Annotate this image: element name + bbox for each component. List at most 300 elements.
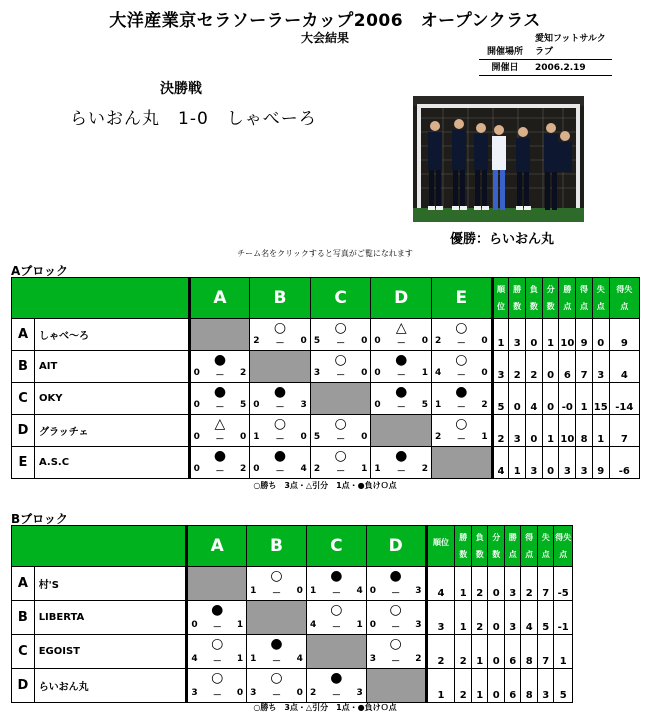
stat-cell: 2 xyxy=(471,567,488,601)
score-for: 0 xyxy=(369,586,377,596)
stat-cell: 1 xyxy=(471,669,488,703)
stat-cell: 2 xyxy=(492,415,509,447)
row-label: E xyxy=(12,447,35,479)
row-label: D xyxy=(12,415,35,447)
result-cell xyxy=(189,415,250,447)
diagonal-cell xyxy=(366,669,426,703)
result-symbol: ● xyxy=(455,384,468,400)
score-for: 0 xyxy=(193,368,200,378)
date-value: 2006.2.19 xyxy=(535,63,586,73)
score-against: 2 xyxy=(239,368,247,378)
result-symbol: ○ xyxy=(455,320,468,336)
score-against: 1 xyxy=(361,464,368,474)
stat-cell: 0 xyxy=(542,383,559,415)
result-cell xyxy=(306,601,366,635)
score xyxy=(435,368,488,381)
result-symbol: ○ xyxy=(330,602,343,618)
score-dash: － xyxy=(212,657,222,667)
score-for: 0 xyxy=(191,620,198,630)
score xyxy=(374,336,428,349)
result-symbol: △ xyxy=(214,416,226,432)
score-dash: － xyxy=(391,657,401,667)
score xyxy=(370,620,422,633)
score-dash: － xyxy=(336,435,346,445)
stat-header xyxy=(504,526,521,567)
diagonal-cell xyxy=(432,447,493,479)
score xyxy=(374,368,428,381)
stat-cell: 7 xyxy=(537,635,554,669)
score-dash: － xyxy=(456,339,466,349)
col-header-c: C xyxy=(310,278,371,319)
block-a-label: Aブロック xyxy=(11,264,69,278)
score-dash: － xyxy=(331,589,341,599)
stat-cell: 1 xyxy=(576,383,593,415)
stat-cell: 0 xyxy=(542,351,559,383)
team-photo xyxy=(413,96,584,222)
result-cell xyxy=(189,447,250,479)
stat-header-bottom: 数 xyxy=(513,302,522,311)
result-cell xyxy=(432,319,493,351)
date-label: 開催日 xyxy=(491,63,519,73)
score xyxy=(191,688,243,701)
score-for: 3 xyxy=(191,688,198,698)
score xyxy=(370,586,422,599)
team-row xyxy=(12,669,573,703)
score xyxy=(191,620,243,633)
stat-cell: 10 xyxy=(559,319,576,351)
score-against: 4 xyxy=(300,464,307,474)
score-for: 0 xyxy=(374,368,381,378)
score-for: 0 xyxy=(253,400,260,410)
result-cell xyxy=(187,635,247,669)
stat-cell: 4 xyxy=(609,351,639,383)
final-result: らいおん丸 1-0 しゃべーろ xyxy=(70,109,317,129)
score-for: 0 xyxy=(374,336,381,346)
score-dash: － xyxy=(396,371,406,381)
team-row xyxy=(12,351,640,383)
stat-cell: 7 xyxy=(576,351,593,383)
stat-cell: 3 xyxy=(576,447,593,479)
score-dash: － xyxy=(336,339,346,349)
score-for: 2 xyxy=(253,336,260,346)
result-symbol: ○ xyxy=(211,670,224,686)
score xyxy=(194,368,247,381)
score xyxy=(253,336,307,349)
score-against: 1 xyxy=(236,654,244,664)
score-dash: － xyxy=(272,691,282,701)
stat-header-top: 勝 xyxy=(563,285,572,294)
stat-header-bottom: 点 xyxy=(596,302,605,311)
diagonal-cell xyxy=(306,635,366,669)
stat-header xyxy=(488,526,505,567)
result-symbol: ○ xyxy=(455,416,468,432)
legend-b: ○勝ち 3点・△引分 1点・●負けＯ点 xyxy=(253,703,397,712)
score-dash: － xyxy=(272,657,282,667)
stat-header-top: 得 xyxy=(525,533,534,542)
result-cell xyxy=(310,415,371,447)
stat-header-bottom: 位 xyxy=(496,302,505,311)
result-cell xyxy=(432,383,493,415)
stat-header xyxy=(455,526,472,567)
score-dash: － xyxy=(391,623,401,633)
score-against: 0 xyxy=(239,432,247,442)
stat-header xyxy=(542,278,559,319)
stat-cell: 5 xyxy=(537,601,554,635)
result-cell xyxy=(432,351,493,383)
score-against: 5 xyxy=(239,400,247,410)
score-against: 0 xyxy=(296,688,303,698)
result-symbol: ○ xyxy=(273,320,287,336)
stat-header-bottom: 数 xyxy=(459,550,468,559)
stat-header-top: 勝 xyxy=(459,533,468,542)
result-symbol: ● xyxy=(213,448,227,464)
score-against: 1 xyxy=(481,432,488,442)
stat-header-bottom: 数 xyxy=(529,302,538,311)
stat-header-bottom: 数 xyxy=(546,302,555,311)
score-against: 0 xyxy=(296,586,303,596)
team-name-link[interactable]: らいおん丸 xyxy=(34,669,187,703)
score xyxy=(194,432,247,445)
winner-label: 優勝：らいおん丸 xyxy=(450,232,555,247)
result-symbol: ● xyxy=(213,352,227,368)
result-cell xyxy=(366,601,426,635)
score xyxy=(435,336,488,349)
stat-header-top: 負 xyxy=(529,285,538,294)
score xyxy=(194,400,247,413)
score-dash: － xyxy=(331,691,341,701)
col-header-b: B xyxy=(250,278,311,319)
click-note: チーム名をクリックすると写真がご覧になれます xyxy=(237,249,413,258)
header-corner xyxy=(12,278,190,319)
score-dash: － xyxy=(456,371,466,381)
score xyxy=(314,432,368,445)
score xyxy=(191,654,243,667)
stat-header xyxy=(471,526,488,567)
score-dash: － xyxy=(212,691,222,701)
stat-header-top: 順 xyxy=(496,285,505,294)
stat-cell: 1 xyxy=(542,319,559,351)
team-name-link[interactable]: EGOIST xyxy=(34,635,187,669)
team-name-link[interactable]: 村'S xyxy=(34,567,187,601)
result-symbol: ● xyxy=(213,384,227,400)
result-symbol: ● xyxy=(273,384,287,400)
score-against: 0 xyxy=(361,368,368,378)
score-against: 0 xyxy=(421,336,428,346)
score xyxy=(194,464,247,477)
diagonal-cell xyxy=(310,383,371,415)
venue-value: 愛知フットサルクラブ xyxy=(535,34,606,57)
team-row xyxy=(12,319,640,351)
result-symbol: ○ xyxy=(334,320,347,336)
stat-cell: 15 xyxy=(592,383,609,415)
score xyxy=(250,654,303,667)
team-row xyxy=(12,635,573,669)
header-corner xyxy=(12,526,187,567)
stat-cell: 8 xyxy=(521,669,538,703)
stat-cell: 3 xyxy=(526,447,543,479)
score-against: 3 xyxy=(415,620,422,630)
team-name-link[interactable]: A.S.C xyxy=(34,447,189,479)
stat-cell: 3 xyxy=(537,669,554,703)
score xyxy=(253,400,307,413)
stat-cell: 6 xyxy=(504,635,521,669)
col-header-d: D xyxy=(366,526,426,567)
score-against: 3 xyxy=(300,400,307,410)
stat-cell: 0 xyxy=(526,319,543,351)
stat-cell: 3 xyxy=(592,351,609,383)
result-cell xyxy=(189,383,250,415)
score-dash: － xyxy=(275,467,285,477)
score xyxy=(435,432,488,445)
team-row xyxy=(12,447,640,479)
stat-cell: 1 xyxy=(509,447,526,479)
stat-cell: 10 xyxy=(559,415,576,447)
block-b-label: Bブロック xyxy=(11,512,68,526)
team-name-link[interactable]: OKY xyxy=(34,383,189,415)
score-against: 1 xyxy=(421,368,428,378)
venue-row xyxy=(479,34,612,60)
stat-header-bottom: 数 xyxy=(475,550,484,559)
stat-header-top: 勝 xyxy=(513,285,522,294)
score-for: 3 xyxy=(250,688,257,698)
page-title: 大洋産業京セラソーラーカップ2006 オープンクラス xyxy=(109,11,541,31)
stat-cell: 5 xyxy=(554,669,573,703)
stat-cell: 3 xyxy=(426,601,455,635)
score xyxy=(250,688,303,701)
stat-header xyxy=(592,278,609,319)
stat-header-bottom: 点 xyxy=(559,550,568,559)
stat-header-top: 得失 xyxy=(616,285,633,294)
score-for: 1 xyxy=(250,654,257,664)
page-subtitle: 大会結果 xyxy=(300,31,349,45)
score xyxy=(253,432,307,445)
stat-cell: 2 xyxy=(521,567,538,601)
result-symbol: ● xyxy=(330,568,343,584)
result-symbol: ● xyxy=(395,384,408,400)
stat-header-bottom: 点 xyxy=(541,550,550,559)
score xyxy=(250,586,303,599)
row-label: C xyxy=(12,383,35,415)
score xyxy=(374,464,428,477)
stat-cell: 2 xyxy=(426,635,455,669)
score-for: 4 xyxy=(309,620,317,630)
result-symbol: ● xyxy=(273,448,287,464)
stat-header-bottom: 点 xyxy=(563,302,572,311)
stat-cell: 1 xyxy=(426,669,455,703)
result-cell xyxy=(306,567,366,601)
score-dash: － xyxy=(336,371,346,381)
score-dash: － xyxy=(215,467,225,477)
result-symbol: ● xyxy=(330,670,343,686)
stat-cell: 3 xyxy=(559,447,576,479)
stat-cell: 0 xyxy=(592,319,609,351)
stat-header xyxy=(509,278,526,319)
score xyxy=(314,368,368,381)
score xyxy=(314,336,368,349)
score-dash: － xyxy=(456,435,466,445)
score-for: 0 xyxy=(193,464,200,474)
stat-cell: 2 xyxy=(526,351,543,383)
row-label: B xyxy=(12,601,35,635)
score-for: 2 xyxy=(313,464,321,474)
score-against: 4 xyxy=(356,586,363,596)
stat-header-bottom: 点 xyxy=(525,550,534,559)
result-cell xyxy=(306,669,366,703)
score-dash: － xyxy=(215,371,225,381)
score-dash: － xyxy=(275,403,285,413)
result-cell xyxy=(310,447,371,479)
result-cell xyxy=(250,415,311,447)
result-cell xyxy=(371,351,432,383)
score-dash: － xyxy=(215,435,225,445)
row-label: A xyxy=(12,319,35,351)
score-against: 0 xyxy=(361,336,368,346)
stat-cell: 1 xyxy=(542,415,559,447)
score-for: 0 xyxy=(253,464,260,474)
result-symbol: ○ xyxy=(334,416,347,432)
stat-cell: 0 xyxy=(488,601,505,635)
score-for: 1 xyxy=(435,400,442,410)
stat-cell: 6 xyxy=(559,351,576,383)
score xyxy=(253,464,307,477)
score-against: 2 xyxy=(415,654,422,664)
legend-a: ○勝ち 3点・△引分 1点・●負けＯ点 xyxy=(253,481,397,490)
score-dash: － xyxy=(336,467,346,477)
stat-header xyxy=(521,526,538,567)
stat-cell: 5 xyxy=(492,383,509,415)
score-dash: － xyxy=(396,403,406,413)
score-against: 2 xyxy=(481,400,488,410)
stat-header-top: 失 xyxy=(596,285,605,294)
score xyxy=(310,620,363,633)
score-against: 0 xyxy=(481,368,488,378)
score xyxy=(435,400,488,413)
result-symbol: ● xyxy=(211,602,224,618)
score-for: 3 xyxy=(369,654,377,664)
team-name-link[interactable]: AIT xyxy=(34,351,189,383)
stat-cell: 0 xyxy=(542,447,559,479)
score-for: 0 xyxy=(193,400,200,410)
stat-cell: 2 xyxy=(455,635,472,669)
diagonal-cell xyxy=(371,415,432,447)
stat-header-top: 得 xyxy=(580,285,589,294)
result-symbol: ○ xyxy=(334,448,347,464)
stat-header xyxy=(554,526,573,567)
stat-cell: 7 xyxy=(537,567,554,601)
final-heading: 決勝戦 xyxy=(160,81,202,97)
diagonal-cell xyxy=(187,567,247,601)
score xyxy=(374,400,428,413)
stat-header xyxy=(492,278,509,319)
score xyxy=(314,464,368,477)
result-cell xyxy=(250,447,311,479)
stat-cell: -5 xyxy=(554,567,573,601)
score-dash: － xyxy=(331,623,341,633)
score xyxy=(310,586,363,599)
result-cell xyxy=(310,351,371,383)
result-cell xyxy=(189,351,250,383)
stat-cell: 1 xyxy=(455,567,472,601)
stat-cell: 7 xyxy=(609,415,639,447)
stat-cell: -6 xyxy=(609,447,639,479)
stat-cell: 3 xyxy=(492,351,509,383)
stat-cell: 2 xyxy=(471,601,488,635)
stat-cell: 0 xyxy=(526,415,543,447)
score-dash: － xyxy=(456,403,466,413)
team-name-link[interactable]: しゃべ〜ろ xyxy=(34,319,189,351)
stat-cell: 2 xyxy=(455,669,472,703)
result-cell xyxy=(187,601,247,635)
team-name-link[interactable]: LIBERTA xyxy=(34,601,187,635)
col-header-e: E xyxy=(432,278,493,319)
result-symbol: ○ xyxy=(334,352,347,368)
score-dash: － xyxy=(272,589,282,599)
score-dash: － xyxy=(391,589,401,599)
stat-header-top: 負 xyxy=(475,533,484,542)
block-a-table xyxy=(11,277,640,479)
date-row xyxy=(479,60,612,76)
stat-header-bottom: 点 xyxy=(580,302,589,311)
col-header-a: A xyxy=(189,278,250,319)
score-against: 1 xyxy=(236,620,244,630)
stat-cell: -14 xyxy=(609,383,639,415)
diagonal-cell xyxy=(247,601,307,635)
result-cell xyxy=(250,319,311,351)
result-cell xyxy=(366,567,426,601)
stat-header-top: 勝 xyxy=(508,533,517,542)
score-dash: － xyxy=(275,339,285,349)
result-symbol: ○ xyxy=(455,352,468,368)
team-row xyxy=(12,383,640,415)
stat-header xyxy=(609,278,639,319)
team-name-link[interactable]: グラッチェ xyxy=(34,415,189,447)
result-symbol: ○ xyxy=(389,636,402,652)
score-for: 0 xyxy=(369,620,377,630)
result-symbol: ○ xyxy=(270,568,283,584)
result-cell xyxy=(366,635,426,669)
result-symbol: △ xyxy=(395,320,407,336)
stat-cell: -1 xyxy=(554,601,573,635)
stat-cell: 3 xyxy=(509,415,526,447)
stat-header-top: 分 xyxy=(492,533,501,542)
score-against: 3 xyxy=(356,688,363,698)
score-against: 1 xyxy=(356,620,363,630)
result-symbol: ○ xyxy=(211,636,224,652)
score-against: 0 xyxy=(361,432,368,442)
stat-cell: 9 xyxy=(576,319,593,351)
stat-cell: 6 xyxy=(504,669,521,703)
score-dash: － xyxy=(396,339,406,349)
stat-cell: 4 xyxy=(426,567,455,601)
score-for: 5 xyxy=(313,432,321,442)
stat-cell: 8 xyxy=(576,415,593,447)
stat-cell: 0 xyxy=(488,669,505,703)
result-cell xyxy=(432,415,493,447)
result-cell xyxy=(247,635,307,669)
result-cell xyxy=(247,567,307,601)
result-cell xyxy=(371,319,432,351)
stat-cell: -0 xyxy=(559,383,576,415)
stat-header-bottom: 点 xyxy=(620,302,629,311)
diagonal-cell xyxy=(189,319,250,351)
row-label: B xyxy=(12,351,35,383)
col-header-a: A xyxy=(187,526,247,567)
team-row xyxy=(12,415,640,447)
team-row xyxy=(12,601,573,635)
row-label: A xyxy=(12,567,35,601)
venue-label: 開催場所 xyxy=(486,47,523,57)
stat-header-bottom: 点 xyxy=(508,550,517,559)
